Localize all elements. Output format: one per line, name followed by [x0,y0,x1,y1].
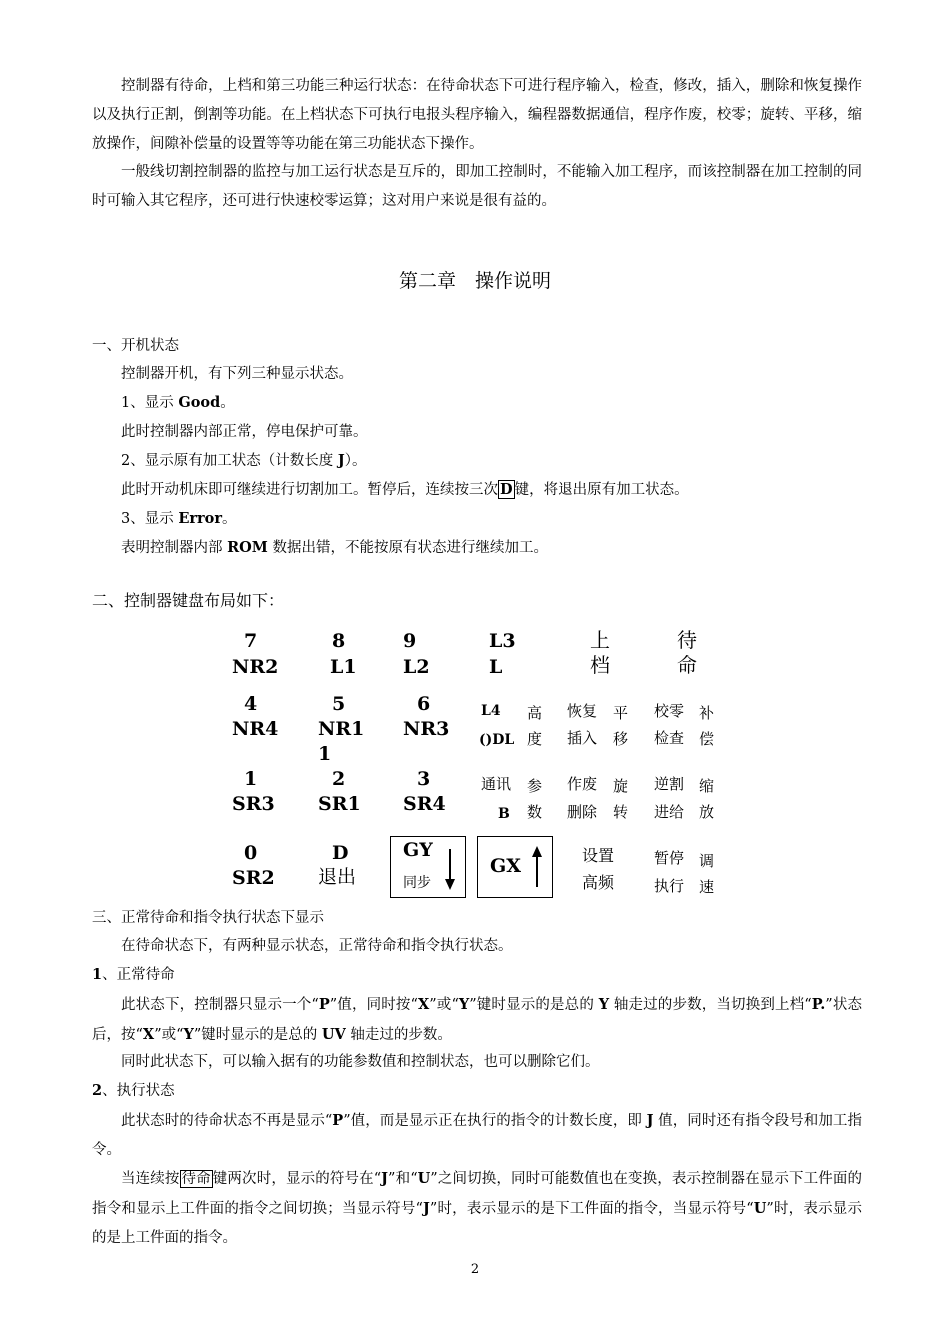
key-gy-box [390,836,466,898]
chapter-title: 第二章 操作说明 [398,270,551,292]
key-speed: 调速 [699,852,715,896]
key-7-sub: NR2 [232,656,279,678]
section-1-title: 一、开机状态 [92,338,179,354]
key-1: 1 [244,768,258,790]
key-shift-2: 档 [590,653,610,677]
key-l3: L3 [489,630,516,652]
key-5-sub2: 1 [318,743,332,765]
section-2-title: 二、控制器键盘布局如下： [92,591,285,610]
subsection-1-title: 1、正常待命 [92,966,175,983]
section-3-title: 三、正常待命和指令执行状态下显示 [92,910,324,926]
key-pan: 平移 [613,704,629,748]
item-3-desc: 表明控制器内部 ROM 数据出错，不能按原有状态进行继续加工。 [121,539,548,556]
key-8-sub: L1 [330,656,357,678]
key-9: 9 [403,630,417,652]
key-7: 7 [244,630,258,652]
key-comm-sub: B [498,806,510,822]
key-height: 高度 [527,704,543,748]
key-hf: 高频 [582,873,615,892]
section-3-intro: 在待命状态下，有两种显示状态，正常待命和指令执行状态。 [121,938,513,954]
key-gx: GX [490,855,521,877]
arrow-down-icon [443,847,457,891]
key-6-sub: NR3 [403,718,450,740]
standby-key-ref: 待命 [181,1171,211,1187]
key-rotate: 旋转 [613,777,629,821]
key-9-sub: L2 [403,656,430,678]
key-scale: 缩放 [699,777,715,821]
key-pause: 暂停 [654,849,685,867]
key-set: 设置 [582,846,615,865]
subsection-2-paragraph-1: 此状态时的待命状态不再是显示“P”值，而是显示正在执行的指令的计数长度，即 J 值，同时还有指令段号和加工指令。 [92,1112,862,1158]
key-gy: GY [403,839,433,861]
arrow-up-icon [530,845,544,889]
item-2-desc: 此时开动机床即可继续进行切割加工。暂停后，连续按三次 D 键，将退出原有加工状态。 [121,481,689,498]
key-3: 3 [417,768,431,790]
page-number: 2 [470,1262,480,1277]
key-gy-sub: 同步 [403,875,431,891]
key-6: 6 [417,693,431,715]
key-comm: 通讯 [481,775,512,793]
item-3-heading: 3、显示 Error。 [121,510,237,527]
key-reverse: 逆割 [654,775,685,793]
section-1-intro: 控制器开机，有下列三种显示状态。 [121,366,353,382]
key-standby-2: 命 [677,653,697,677]
key-check: 检查 [654,729,685,747]
key-shift-1: 上 [590,628,610,652]
key-4-sub: NR4 [232,718,279,740]
key-delete: 删除 [567,803,598,821]
key-5-sub: NR1 [318,718,365,740]
intro-paragraph-2: 一般线切割控制器的监控与加工运行状态是互斥的，即加工控制时，不能输入加工程序，而该控制器在加工控制的同时可输入其它程序，还可进行快速校零运算；这对用户来说是很有益的。 [92,164,862,209]
key-4: 4 [244,693,258,715]
key-d-sub: 退出 [318,866,357,888]
key-d: D [332,842,349,864]
key-0-sub: SR2 [232,867,275,889]
subsection-2-paragraph-2: 当连续按 待命 键两次时，显示的符号在“J”和“U”之间切换，同时可能数值也在变换，表示控制器在显示下工件面的指令和显示上工件面的指令之间切换；当显示符号“J”时，表示显示的是下工件面的指令，当显示符号“U”时，表示显示的是上工件面的指令。 [92,1170,862,1246]
item-1-desc: 此时控制器内部正常，停电保护可靠。 [121,424,368,440]
key-discard: 作废 [567,775,598,793]
key-param: 参数 [527,777,543,821]
key-3-sub: SR4 [403,793,446,815]
intro-paragraph-1: 控制器有待命，上档和第三功能三种运行状态：在待命状态下可进行程序输入，检查，修改，插入，删除和恢复操作以及执行正割，倒割等功能。在上档状态下可执行电报头程序输入，编程器数据通信，程序作废，校零；旋转、平移，缩放操作，间隙补偿量的设置等等功能在第三功能状态下操作。 [92,78,862,152]
subsection-1-paragraph-2: 同时此状态下，可以输入据有的功能参数值和控制状态，也可以删除它们。 [121,1054,600,1070]
key-restore: 恢复 [567,702,598,720]
item-1-heading: 1、显示 Good。 [121,394,235,411]
key-5: 5 [332,693,346,715]
key-gx-box [477,836,553,898]
key-insert: 插入 [567,729,598,747]
key-8: 8 [332,630,346,652]
key-feed: 进给 [654,803,685,821]
key-l4: L4 [481,703,501,719]
key-0: 0 [244,842,258,864]
subsection-1-paragraph-1: 此状态下，控制器只显示一个“P”值，同时按“X”或“Y”键时显示的是总的 Y 轴走过的步数，当切换到上档“P.”状态后，按“X”或“Y”键时显示的是总的 UV 轴走过的步数。 [92,996,862,1043]
d-key-ref: D [500,481,513,498]
key-comp: 补偿 [699,704,715,748]
item-2-heading: 2、显示原有加工状态（计数长度 J）。 [121,452,367,469]
key-exec: 执行 [654,877,685,895]
key-2-sub: SR1 [318,793,361,815]
subsection-2-title: 2、执行状态 [92,1082,175,1099]
key-l4-sub: ()DL [479,732,515,748]
key-l3-sub: L [489,656,503,678]
key-standby-1: 待 [677,628,697,652]
key-zero: 校零 [654,702,685,720]
key-1-sub: SR3 [232,793,275,815]
key-2: 2 [332,768,346,790]
